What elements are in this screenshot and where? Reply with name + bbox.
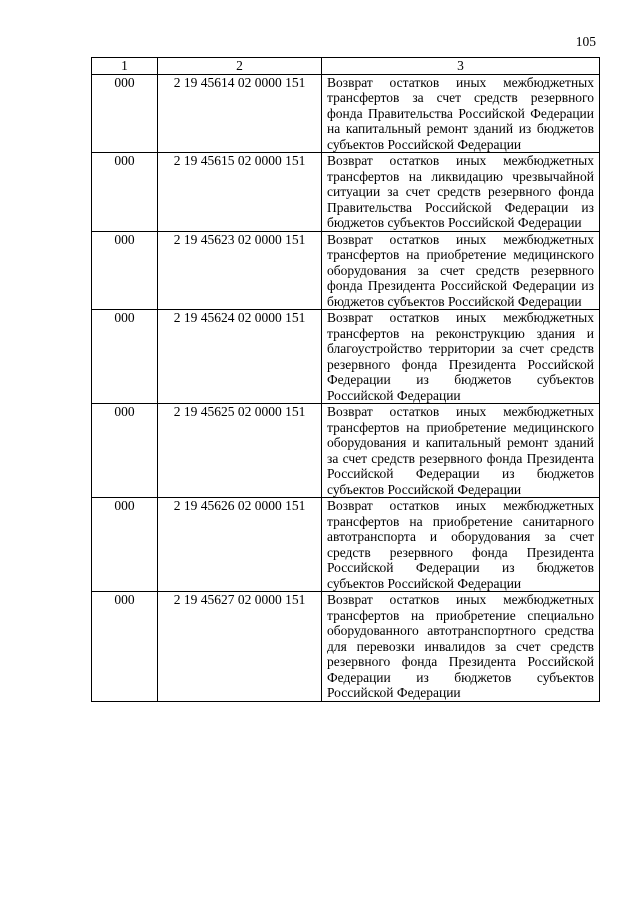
admin-code-cell: 000 — [92, 231, 158, 310]
budget-code-cell: 2 19 45615 02 0000 151 — [158, 153, 322, 232]
table-row — [92, 231, 600, 310]
table-row — [92, 404, 600, 498]
budget-code-cell: 2 19 45614 02 0000 151 — [158, 74, 322, 153]
description-cell: Возврат остатков иных межбюджетных трансфертов за счет средств резервного фонда Правительства Российской Федерации на капитальный ремонт зданий из бюджетов субъектов Российской Федерации — [322, 74, 600, 153]
table-row — [92, 310, 600, 404]
description-cell: Возврат остатков иных межбюджетных трансфертов на реконструкцию здания и благоустройство территории за счет средств резервного фонда Президента Российской Федерации из бюджетов субъектов Российской Федерации — [322, 310, 600, 404]
description-cell: Возврат остатков иных межбюджетных трансфертов на приобретение специально оборудованного автотранспортного средства для перевозки инвалидов за счет средств резервного фонда Президента Российской Федерации из бюджетов субъектов Российской Федерации — [322, 592, 600, 702]
description-cell: Возврат остатков иных межбюджетных трансфертов на приобретение медицинского оборудования за счет средств резервного фонда Президента Российской Федерации из бюджетов субъектов Российской Федерации — [322, 231, 600, 310]
budget-code-cell: 2 19 45625 02 0000 151 — [158, 404, 322, 498]
column-header-1: 1 — [92, 58, 158, 75]
description-cell: Возврат остатков иных межбюджетных трансфертов на приобретение санитарного автотранспорта и оборудования за счет средств резервного фонда Президента Российской Федерации из бюджетов субъектов Российской Федерации — [322, 498, 600, 592]
table-row — [92, 153, 600, 232]
header-row — [92, 58, 600, 75]
budget-code-cell: 2 19 45626 02 0000 151 — [158, 498, 322, 592]
column-header-3: 3 — [322, 58, 600, 75]
admin-code-cell: 000 — [92, 592, 158, 702]
description-cell: Возврат остатков иных межбюджетных трансфертов на приобретение медицинского оборудования и капитальный ремонт зданий за счет средств резервного фонда Президента Российской Федерации из бюджетов субъектов Российской Федерации — [322, 404, 600, 498]
budget-code-cell: 2 19 45624 02 0000 151 — [158, 310, 322, 404]
admin-code-cell: 000 — [92, 153, 158, 232]
budget-classification-table — [91, 57, 600, 702]
page-number: 105 — [575, 34, 596, 49]
budget-code-cell: 2 19 45627 02 0000 151 — [158, 592, 322, 702]
table-row — [92, 498, 600, 592]
budget-code-cell: 2 19 45623 02 0000 151 — [158, 231, 322, 310]
admin-code-cell: 000 — [92, 404, 158, 498]
admin-code-cell: 000 — [92, 74, 158, 153]
description-cell: Возврат остатков иных межбюджетных трансфертов на ликвидацию чрезвычайной ситуации за счет средств резервного фонда Правительства Российской Федерации из бюджетов субъектов Российской Федерации — [322, 153, 600, 232]
table-row — [92, 74, 600, 153]
admin-code-cell: 000 — [92, 498, 158, 592]
admin-code-cell: 000 — [92, 310, 158, 404]
table-row — [92, 592, 600, 702]
column-header-2: 2 — [158, 58, 322, 75]
